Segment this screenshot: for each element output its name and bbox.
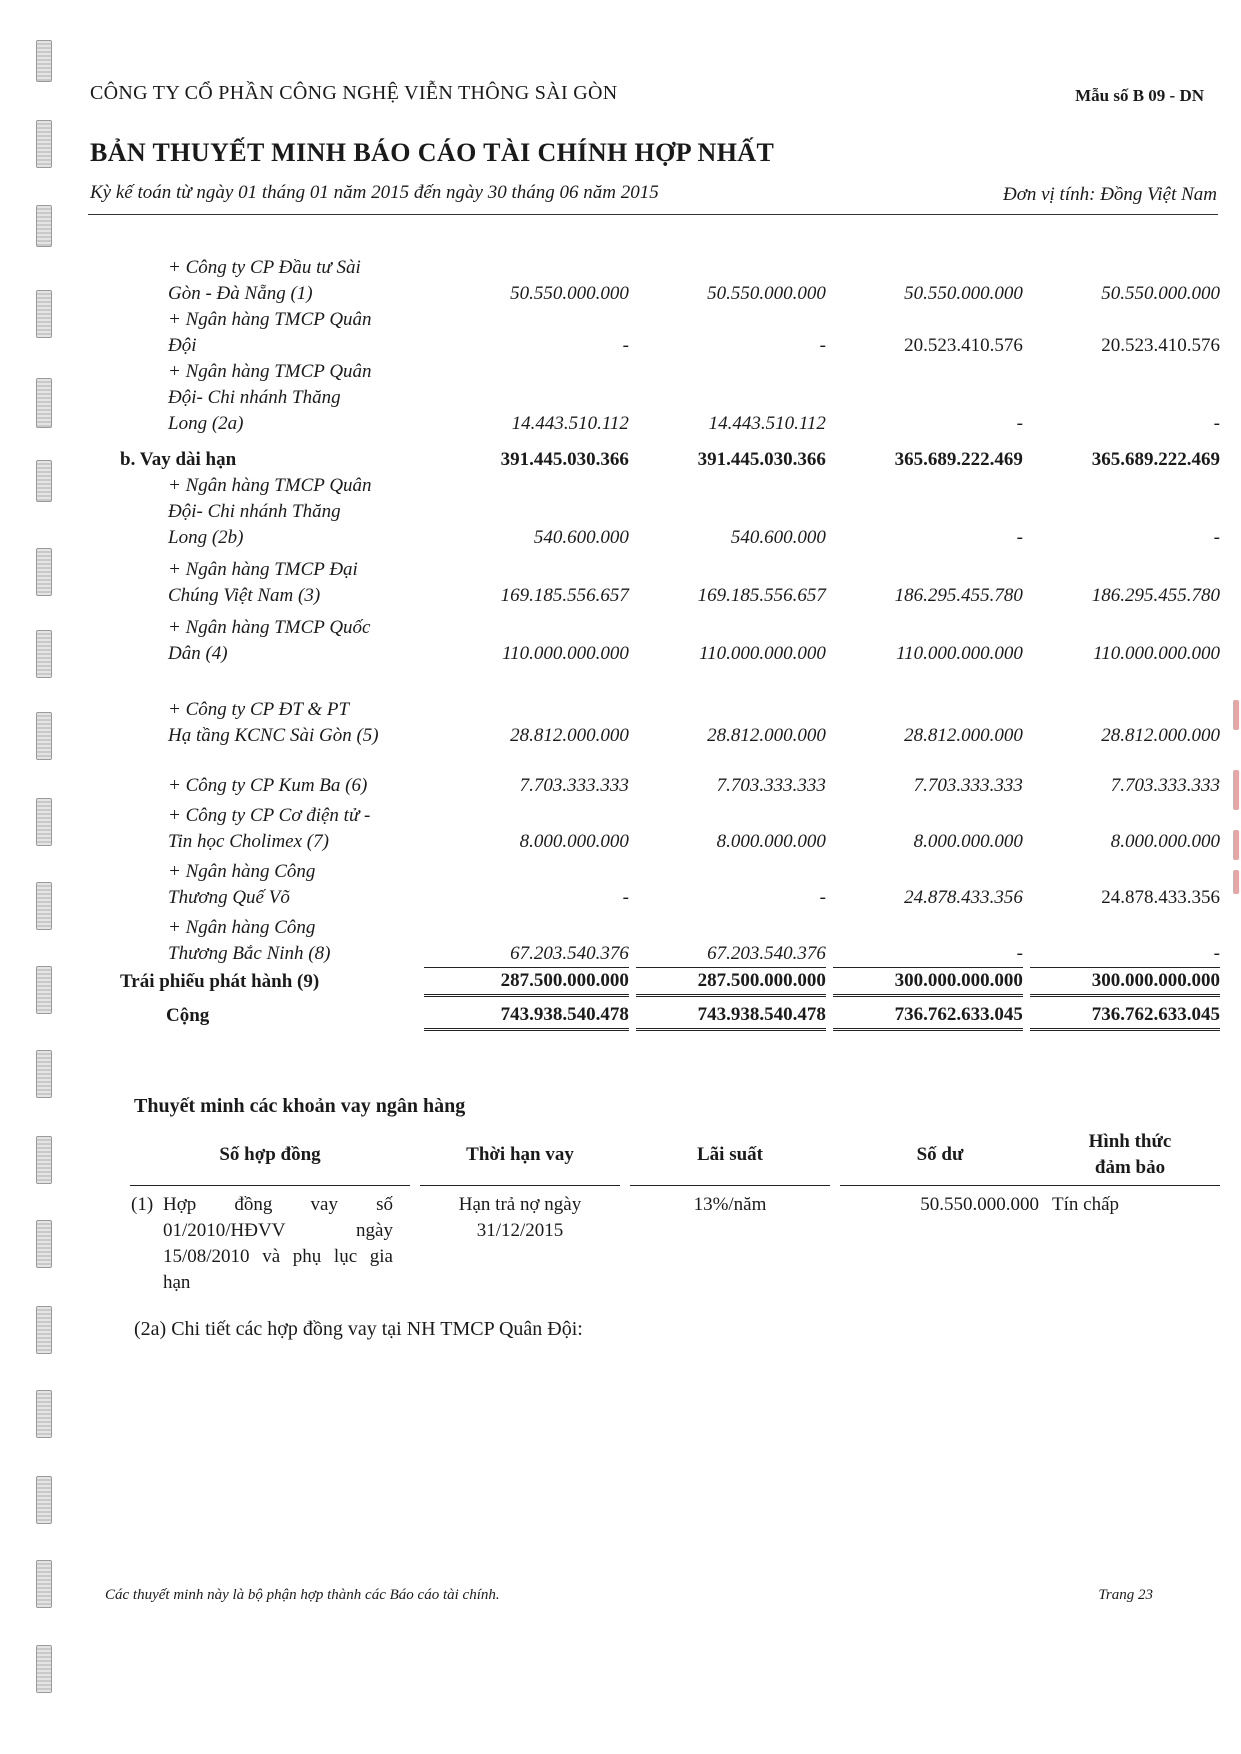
- row-label: b. Vay dài hạn: [120, 449, 237, 470]
- header-rate: Lãi suất: [630, 1125, 830, 1186]
- value-cell: 50.550.000.000: [707, 283, 826, 304]
- table-row: [120, 473, 1220, 551]
- reporting-period: Kỳ kế toán từ ngày 01 tháng 01 năm 2015 đến ngày 30 tháng 06 năm 2015: [90, 182, 659, 203]
- value-cell: 300.000.000.000: [833, 967, 1023, 995]
- row-label: + Công ty CP Đầu tư Sài Gòn - Đà Nẵng (1): [168, 257, 361, 304]
- value-cell: 28.812.000.000: [707, 725, 826, 746]
- value-cell: 365.689.222.469: [894, 449, 1023, 470]
- table-row: [120, 307, 1220, 359]
- value-cell: 7.703.333.333: [716, 775, 826, 796]
- row-label: + Ngân hàng Công Thương Quế Võ: [168, 861, 316, 908]
- page-number: Trang 23: [1098, 1587, 1153, 1603]
- header-balance: Số dư: [840, 1125, 1040, 1186]
- value-cell: 28.812.000.000: [510, 725, 629, 746]
- company-name: CÔNG TY CỔ PHẦN CÔNG NGHỆ VIỄN THÔNG SÀI GÒN: [90, 82, 618, 104]
- value-cell: 7.703.333.333: [1110, 775, 1220, 796]
- value-cell: 169.185.556.657: [697, 585, 826, 606]
- value-cell: 743.938.540.478: [424, 995, 629, 1029]
- form-code: Mẫu số B 09 - DN: [1075, 86, 1204, 105]
- table-row: [120, 799, 1220, 855]
- value-cell: -: [1016, 527, 1023, 548]
- value-cell: 540.600.000: [730, 527, 826, 548]
- page-title: BẢN THUYẾT MINH BÁO CÁO TÀI CHÍNH HỢP NHẤT: [90, 138, 775, 167]
- table-row: [120, 437, 1220, 473]
- value-cell: 287.500.000.000: [636, 967, 826, 995]
- value-cell: 186.295.455.780: [1091, 585, 1220, 606]
- value-cell: 20.523.410.576: [1101, 335, 1220, 356]
- value-cell: 8.000.000.000: [1110, 831, 1220, 852]
- value-cell: 50.550.000.000: [510, 283, 629, 304]
- value-cell: -: [819, 887, 826, 908]
- header-divider: [88, 214, 1218, 215]
- value-cell: 20.523.410.576: [904, 335, 1023, 356]
- table-row: [120, 255, 1220, 307]
- value-cell: -: [819, 335, 826, 356]
- note-2a: (2a) Chi tiết các hợp đồng vay tại NH TMCP Quân Đội:: [134, 1318, 583, 1340]
- table-header: [130, 1125, 1220, 1186]
- value-cell: 186.295.455.780: [894, 585, 1023, 606]
- value-cell: 28.812.000.000: [904, 725, 1023, 746]
- value-cell: 24.878.433.356: [1101, 887, 1220, 908]
- value-cell: 14.443.510.112: [511, 413, 629, 434]
- loan-detail-table: [130, 1125, 1220, 1297]
- table-row: [120, 551, 1220, 609]
- row-label: + Công ty CP Cơ điện tử - Tin học Cholimex (7): [168, 805, 371, 852]
- value-cell: 8.000.000.000: [913, 831, 1023, 852]
- table-row: [120, 359, 1220, 437]
- collateral-cell: Tín chấp: [1052, 1194, 1120, 1215]
- table-row: [120, 609, 1220, 667]
- row-label: + Ngân hàng TMCP Đại Chúng Việt Nam (3): [168, 559, 358, 606]
- value-cell: 67.203.540.376: [636, 911, 826, 967]
- term-cell: Hạn trả nợ ngày 31/12/2015: [458, 1194, 582, 1241]
- row-label: + Ngân hàng Công Thương Bắc Ninh (8): [168, 917, 331, 964]
- value-cell: -: [622, 335, 629, 356]
- value-cell: 28.812.000.000: [1101, 725, 1220, 746]
- row-label: + Ngân hàng TMCP Quân Đội: [168, 309, 372, 356]
- total-row: [120, 995, 1220, 1029]
- table-row: [120, 855, 1220, 911]
- contract-cell: (1) Hợp đồng vay số 01/2010/HĐVV ngày 15/08/2010 và phụ lục gia hạn: [131, 1194, 393, 1293]
- value-cell: 50.550.000.000: [1101, 283, 1220, 304]
- table-row: [120, 749, 1220, 799]
- value-cell: -: [1213, 527, 1220, 548]
- table-row: [120, 667, 1220, 749]
- value-cell: 736.762.633.045: [1030, 995, 1220, 1029]
- value-cell: 169.185.556.657: [500, 585, 629, 606]
- value-cell: 110.000.000.000: [502, 643, 629, 664]
- currency-unit: Đơn vị tính: Đồng Việt Nam: [1002, 184, 1217, 205]
- value-cell: -: [1016, 413, 1023, 434]
- value-cell: 7.703.333.333: [913, 775, 1023, 796]
- value-cell: 110.000.000.000: [1093, 643, 1220, 664]
- footer-note: Các thuyết minh này là bộ phận hợp thành các Báo cáo tài chính.: [105, 1587, 500, 1603]
- table-row: [120, 911, 1220, 967]
- value-cell: 300.000.000.000: [1030, 967, 1220, 995]
- row-label: + Công ty CP Kum Ba (6): [168, 775, 368, 796]
- value-cell: 24.878.433.356: [904, 887, 1023, 908]
- value-cell: 8.000.000.000: [519, 831, 629, 852]
- value-cell: -: [1030, 911, 1220, 967]
- row-label: + Công ty CP ĐT & PT Hạ tầng KCNC Sài Gòn (5): [168, 699, 379, 746]
- table-row: [120, 967, 1220, 995]
- header-term: Thời hạn vay: [420, 1125, 620, 1186]
- value-cell: 7.703.333.333: [519, 775, 629, 796]
- value-cell: 50.550.000.000: [904, 283, 1023, 304]
- value-cell: 736.762.633.045: [833, 995, 1023, 1029]
- value-cell: 8.000.000.000: [716, 831, 826, 852]
- balance-cell: 50.550.000.000: [920, 1194, 1039, 1215]
- row-label: + Ngân hàng TMCP Quân Đội- Chi nhánh Thăng Long (2b): [168, 475, 372, 548]
- value-cell: 391.445.030.366: [500, 449, 629, 470]
- rate-cell: 13%/năm: [693, 1194, 767, 1215]
- value-cell: -: [1213, 413, 1220, 434]
- value-cell: 110.000.000.000: [699, 643, 826, 664]
- row-label: Trái phiếu phát hành (9): [120, 971, 320, 992]
- value-cell: 365.689.222.469: [1091, 449, 1220, 470]
- value-cell: 743.938.540.478: [636, 995, 826, 1029]
- value-cell: 67.203.540.376: [424, 911, 629, 967]
- value-cell: 391.445.030.366: [697, 449, 826, 470]
- value-cell: -: [833, 911, 1023, 967]
- row-label: + Ngân hàng TMCP Quốc Dân (4): [168, 617, 371, 664]
- section-title: Thuyết minh các khoản vay ngân hàng: [134, 1095, 466, 1117]
- value-cell: 287.500.000.000: [424, 967, 629, 995]
- table-row: [130, 1186, 1220, 1298]
- row-label: Cộng: [166, 1005, 210, 1026]
- value-cell: 110.000.000.000: [896, 643, 1023, 664]
- value-cell: 14.443.510.112: [708, 413, 826, 434]
- loan-table: [120, 255, 1220, 1031]
- value-cell: 540.600.000: [533, 527, 629, 548]
- value-cell: -: [622, 887, 629, 908]
- row-label: + Ngân hàng TMCP Quân Đội- Chi nhánh Thăng Long (2a): [168, 361, 372, 434]
- header-collateral: Hình thức đảm bảo: [1040, 1125, 1220, 1186]
- header-contract: Số hợp đồng: [130, 1125, 410, 1186]
